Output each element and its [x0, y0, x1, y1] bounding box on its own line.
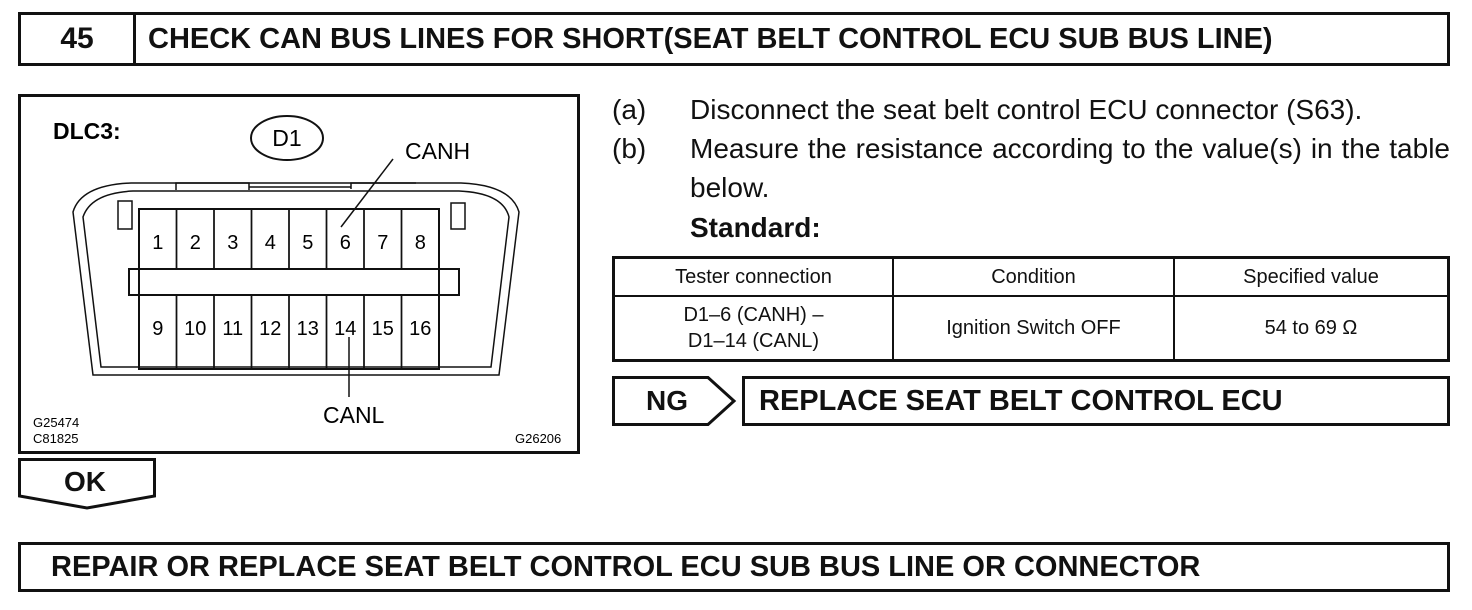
pin-number: 15 [371, 318, 394, 340]
dlc3-connector-figure [18, 94, 580, 454]
tester-line-1: D1–6 (CANH) – [683, 304, 824, 326]
canh-label: CANH [405, 138, 471, 164]
tester-line-2: D1–14 (CANL) [687, 330, 820, 352]
ng-action: REPLACE SEAT BELT CONTROL ECU [742, 376, 1450, 426]
pin-cells [139, 209, 439, 369]
step-a-text: Disconnect the seat belt control ECU connector (S63). [690, 94, 1363, 125]
pin-number: 8 [414, 232, 426, 254]
top-notch [176, 183, 351, 190]
pin-number: 16 [409, 318, 432, 340]
pin-number: 5 [302, 232, 314, 254]
connector-label: DLC3: [53, 118, 121, 144]
canl-label: CANL [323, 402, 385, 428]
pin-number: 9 [152, 318, 164, 340]
table-cell-tester [614, 296, 894, 361]
table-header-value: Specified value [1174, 258, 1449, 297]
figure-code-2: C81825 [33, 431, 79, 446]
table-header-tester: Tester connection [614, 258, 894, 297]
pin-number: 6 [339, 232, 351, 254]
table-header-condition: Condition [893, 258, 1174, 297]
pin-number: 3 [227, 232, 239, 254]
canh-leader-line [341, 159, 393, 227]
resistance-table [612, 256, 1450, 362]
pin-number: 10 [184, 318, 207, 340]
pin-number: 13 [296, 318, 319, 340]
pin-number: 14 [334, 318, 357, 340]
step-a [612, 90, 1452, 130]
connector-diagram [21, 97, 577, 451]
connector-inner-outline [83, 191, 509, 367]
ok-label: OK [64, 466, 106, 497]
figure-code-1: G25474 [33, 415, 80, 430]
table-row [614, 296, 1449, 361]
standard-label: Standard: [690, 212, 821, 243]
step-title: CHECK CAN BUS LINES FOR SHORT(SEAT BELT CONTROL ECU SUB BUS LINE) [148, 22, 1273, 55]
pin-number: 4 [264, 232, 276, 254]
top-notch-right [351, 183, 416, 189]
center-bar [129, 269, 459, 295]
pin-number: 7 [377, 232, 389, 254]
left-latch [118, 201, 132, 229]
step-b-label: (b) [612, 133, 647, 164]
final-action: REPAIR OR REPLACE SEAT BELT CONTROL ECU SUB BUS LINE OR CONNECTOR [18, 542, 1450, 592]
step-a-label: (a) [612, 94, 647, 125]
step-header [18, 12, 1450, 66]
table-header-row [614, 258, 1449, 297]
step-number: 45 [21, 15, 136, 63]
table-cell-condition: Ignition Switch OFF [893, 296, 1174, 361]
pin-number: 1 [152, 232, 164, 254]
step-b [612, 129, 1452, 209]
pin-number: 12 [259, 318, 282, 340]
right-latch [451, 203, 465, 229]
figure-code-3: G26206 [515, 431, 562, 446]
pin-number: 2 [189, 232, 201, 254]
step-b-text: Measure the resistance according to the value(s) in the table below. [690, 133, 1450, 203]
connector-id: D1 [272, 125, 302, 151]
table-cell-value: 54 to 69 Ω [1174, 296, 1449, 361]
pin-number: 11 [222, 318, 244, 340]
ng-label: NG [646, 385, 688, 416]
